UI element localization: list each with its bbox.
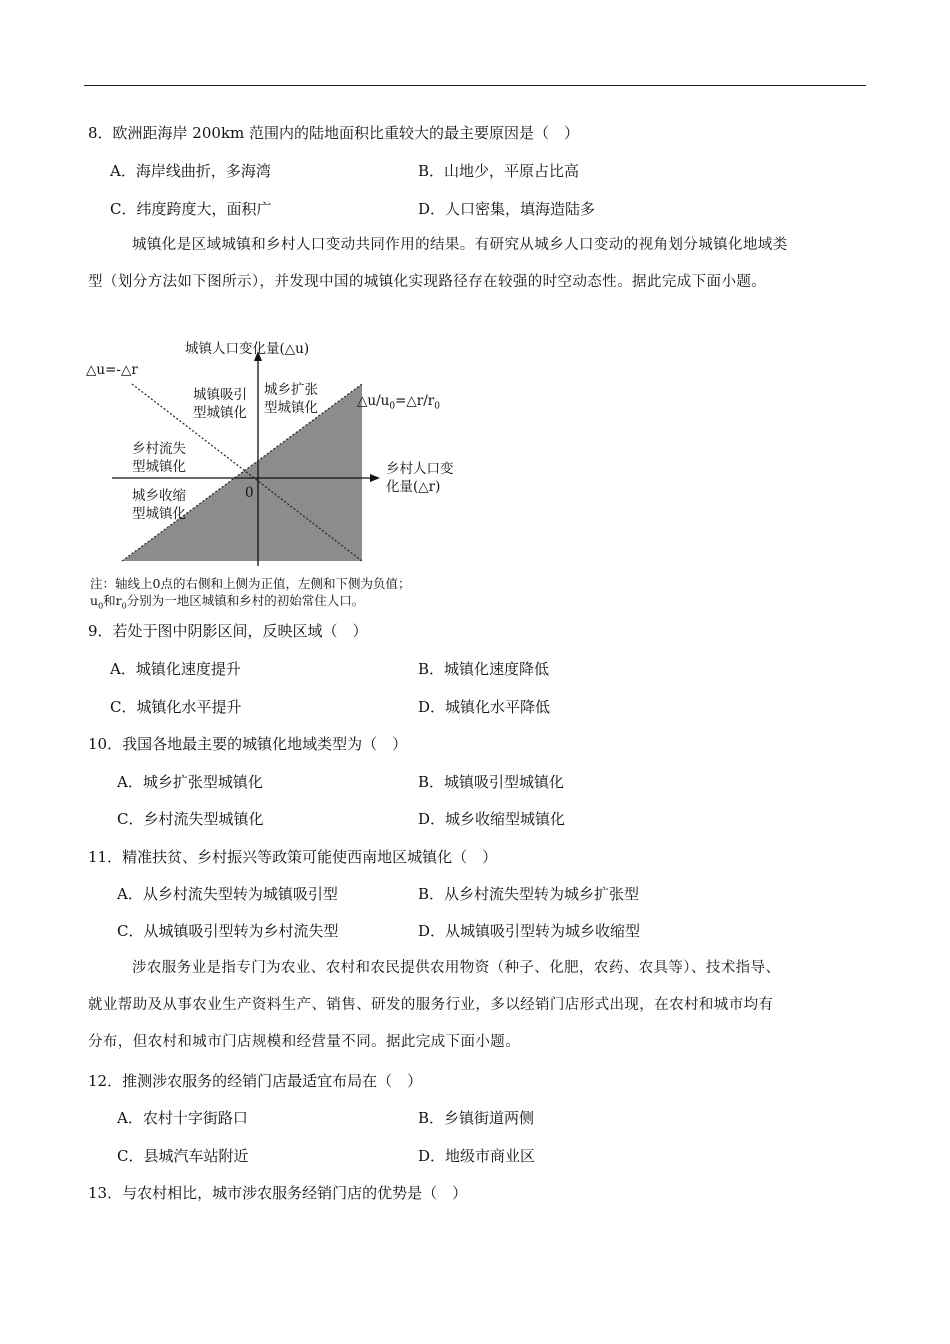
q12-option-d: D．地级市商业区 <box>418 1147 536 1165</box>
q11-option-d: D．从城镇吸引型转为城乡收缩型 <box>418 922 641 940</box>
urbanization-type-diagram <box>80 330 480 615</box>
intro1-line2: 型（划分方法如下图所示），并发现中国的城镇化实现路径存在较强的时空动态性。据此完成下面小题。 <box>88 274 767 290</box>
origin-label: 0 <box>245 485 254 501</box>
region-shrink-label: 城乡收缩 型城镇化 <box>132 488 186 522</box>
q12-option-a: A．农村十字街路口 <box>117 1109 248 1127</box>
q12-option-b: B．乡镇街道两侧 <box>418 1109 535 1127</box>
q8-option-b: B．山地少，平原占比高 <box>418 162 580 180</box>
intro-agri-service <box>88 950 863 1061</box>
positive-line-label: $\triangle u/u_0=\triangle r/r_0$ <box>357 393 440 412</box>
header-rule <box>84 85 866 86</box>
q8-option-d: D．人口密集，填海造陆多 <box>418 200 596 218</box>
q9-option-c: C．城镇化水平提升 <box>110 698 242 716</box>
q10-option-c: C．乡村流失型城镇化 <box>117 810 264 828</box>
x-axis-label: 乡村人口变 化量(△r) <box>386 461 454 495</box>
q8-option-c: C．纬度跨度大，面积广 <box>110 200 272 218</box>
q12-stem: 12．推测涉农服务的经销门店最适宜布局在（ ） <box>88 1072 423 1090</box>
q9-option-b: B．城镇化速度降低 <box>418 660 550 678</box>
q11-stem: 11．精准扶贫、乡村振兴等政策可能使西南地区城镇化（ ） <box>88 848 498 866</box>
q10-option-d: D．城乡收缩型城镇化 <box>418 810 566 828</box>
q9-option-a: A．城镇化速度提升 <box>110 660 241 678</box>
region-loss-label: 乡村流失 型城镇化 <box>132 441 186 475</box>
y-axis-label: 城镇人口变化量(△u) <box>185 341 310 357</box>
q9-stem: 9．若处于图中阴影区间，反映区域（ ） <box>88 622 368 640</box>
q11-option-c: C．从城镇吸引型转为乡村流失型 <box>117 922 339 940</box>
q12-option-c: C．县城汽车站附近 <box>117 1147 249 1165</box>
negative-line-label: △u=-△r <box>86 362 138 378</box>
diagram-note-line2: $u_0$和$r_0$分别为一地区城镇和乡村的初始常住人口。 <box>90 593 365 611</box>
q8-option-a: A．海岸线曲折，多海湾 <box>110 162 271 180</box>
q10-option-a: A．城乡扩张型城镇化 <box>117 773 263 791</box>
region-attract-label: 城镇吸引 型城镇化 <box>193 387 247 421</box>
intro2-line1: 涉农服务业是指专门为农业、农村和农民提供农用物资（种子、化肥，农药、农具等）、技术指导、 <box>132 960 781 976</box>
intro2-line2: 就业帮助及从事农业生产资料生产、销售、研发的服务行业，多以经销门店形式出现，在农村和城市均有 <box>88 997 774 1013</box>
q8-stem: 8．欧洲距海岸 200km 范围内的陆地面积比重较大的最主要原因是（ ） <box>88 124 580 142</box>
q10-stem: 10．我国各地最主要的城镇化地域类型为（ ） <box>88 735 408 753</box>
q11-option-a: A．从乡村流失型转为城镇吸引型 <box>117 885 338 903</box>
x-axis-arrow <box>370 474 380 482</box>
q13-stem: 13．与农村相比，城市涉农服务经销门店的优势是（ ） <box>88 1184 468 1202</box>
q9-option-d: D．城镇化水平降低 <box>418 698 551 716</box>
intro-urbanization <box>88 227 863 301</box>
q11-option-b: B．从乡村流失型转为城乡扩张型 <box>418 885 640 903</box>
diagram-note-line1: 注：轴线上0点的右侧和上侧为正值，左侧和下侧为负值； <box>90 576 411 591</box>
q10-option-b: B．城镇吸引型城镇化 <box>418 773 565 791</box>
region-expand-label: 城乡扩张 型城镇化 <box>264 382 318 416</box>
intro1-line1: 城镇化是区域城镇和乡村人口变动共同作用的结果。有研究从城乡人口变动的视角划分城镇化地域类 <box>132 237 788 253</box>
intro2-line3: 分布，但农村和城市门店规模和经营量不同。据此完成下面小题。 <box>88 1034 521 1050</box>
